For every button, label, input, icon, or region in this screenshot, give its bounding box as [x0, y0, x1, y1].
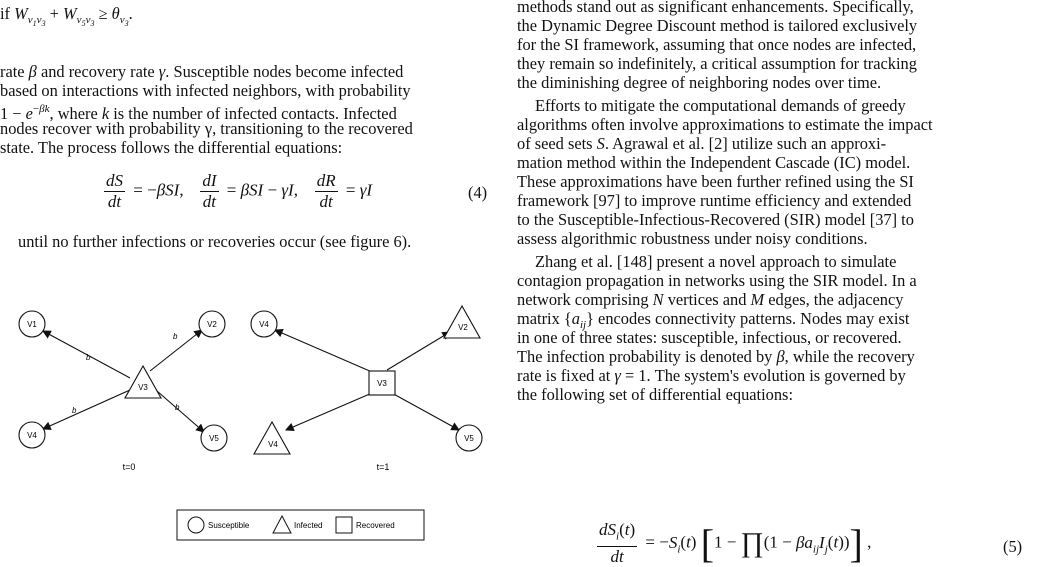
node-v2-t1-label: V2: [458, 323, 468, 332]
edge-v3-v4: [43, 390, 130, 429]
legend-recovered-label: Recovered: [356, 521, 395, 530]
node-v3-t1-label: V3: [377, 379, 387, 388]
right-line-5: the diminishing degree of neighboring nodes over time.: [517, 73, 882, 92]
node-v5-label: V5: [209, 434, 219, 443]
edge-v3-v5: [157, 391, 204, 432]
node-v1-label: V1: [27, 320, 37, 329]
equation-5: $\frac{dS_i(t)}{dt}$ = $-S_i(t) [1$ − ∏(1 − $\beta a_{ij}I_j(t)$)] ,: [599, 520, 872, 567]
para1-line-3: $1 - e^{-\beta k}$, where k is the number of infected contacts. Infected: [0, 103, 397, 123]
right-line-4: they remain so indefinitely, a critical assumption for tracking: [517, 54, 917, 73]
edge-v3-v4-t1: [275, 330, 372, 372]
para1-line-5: state. The process follows the differential equations:: [0, 138, 343, 157]
graph-t1: [251, 306, 482, 472]
node-v4-top-label: V4: [259, 320, 269, 329]
graph-t0: [19, 311, 227, 472]
node-v5-t1-label: V5: [464, 434, 474, 443]
node-v4-label: V4: [27, 431, 37, 440]
para3-line-5: in one of three states: susceptible, infectious, or recovered.: [517, 328, 902, 347]
node-v3-label: V3: [138, 383, 148, 392]
equation-4-number: (4): [468, 183, 488, 202]
para2-line-6: framework [97] to improve runtime efficiency and extended: [517, 191, 912, 210]
edge-v3-v5-t1: [390, 392, 459, 430]
node-v4-infected: [254, 422, 290, 454]
legend-circle-icon: [188, 517, 204, 533]
t1-label: t=1: [376, 462, 390, 472]
para2-line-7: to the Susceptible-Infectious-Recovered (SIR) model [37] to: [517, 210, 914, 229]
edge-v3-v2-t1: [387, 332, 450, 370]
para2-line-2: algorithms often involve approximations to estimate the impact: [517, 115, 933, 134]
para3-line-3: network comprising N vertices and M edges, the adjacency: [517, 290, 904, 309]
right-line-2: the Dynamic Degree Discount method is tailored exclusively: [517, 16, 918, 35]
right-line-3: for the SI framework, assuming that once nodes are infected,: [517, 35, 917, 54]
node-v4-t1-label: V4: [268, 440, 278, 449]
para3-line-4: matrix $\{a_{ij}\}$ encodes connectivity patterns. Nodes may exist: [517, 309, 910, 331]
para3-line-8: the following set of differential equations:: [517, 385, 793, 404]
para3-line-7: rate is fixed at γ = 1. The system's evolution is governed by: [517, 366, 906, 385]
para2-line-3: of seed sets S. Agrawal et al. [2] utilize such an approxi-: [517, 134, 887, 153]
after-equation-text: until no further infections or recoveries occur (see figure 6).: [18, 232, 412, 251]
legend-infected-label: Infected: [294, 521, 323, 530]
edge-label: b: [72, 406, 77, 415]
node-v2-label: V2: [207, 320, 217, 329]
edge-v3-v4b-t1: [286, 393, 372, 430]
para1-line-1: rate β and recovery rate γ. Susceptible nodes become infected: [0, 62, 404, 81]
para3-line-1: Zhang et al. [148] present a novel approach to simulate: [535, 252, 897, 271]
edge-label: b: [86, 353, 91, 362]
t0-label: t=0: [122, 462, 136, 472]
para1-line-4: nodes recover with probability γ, transitioning to the recovered: [0, 119, 413, 138]
equation-5-number: (5): [1003, 537, 1023, 556]
condition-line: if $W_{v_1v_3} + W_{v_5v_3} \ge \theta_{v_3}$.: [0, 4, 133, 29]
right-line-1: methods stand out as significant enhancements. Specifically,: [517, 0, 914, 16]
edge-label: b: [175, 403, 180, 412]
sir-figure: [0, 258, 494, 564]
node-v3-infected: [125, 366, 161, 398]
para2-line-1: Efforts to mitigate the computational demands of greedy: [535, 96, 906, 115]
para3-line-6: The infection probability is denoted by β, while the recovery: [517, 347, 915, 366]
legend-susceptible-label: Susceptible: [208, 521, 250, 530]
legend-square-icon: [336, 517, 352, 533]
figure-legend: [177, 510, 424, 540]
para2-line-8: assess algorithmic robustness under noisy conditions.: [517, 229, 868, 248]
edge-label: b: [173, 332, 178, 341]
para2-line-4: mation method within the Independent Cascade (IC) model.: [517, 153, 911, 172]
equation-4: $\frac{dS}{dt}$ = −βSI, $\frac{dI}{dt}$ = βSI − γI, $\frac{dR}{dt}$ = γI: [106, 171, 373, 211]
para2-line-5: These approximations have been further refined using the SI: [517, 172, 914, 191]
para1-line-2: based on interactions with infected neighbors, with probability: [0, 81, 411, 100]
para3-line-2: contagion propagation in networks using the SIR model. In a: [517, 271, 917, 290]
node-v2-infected: [444, 306, 480, 338]
